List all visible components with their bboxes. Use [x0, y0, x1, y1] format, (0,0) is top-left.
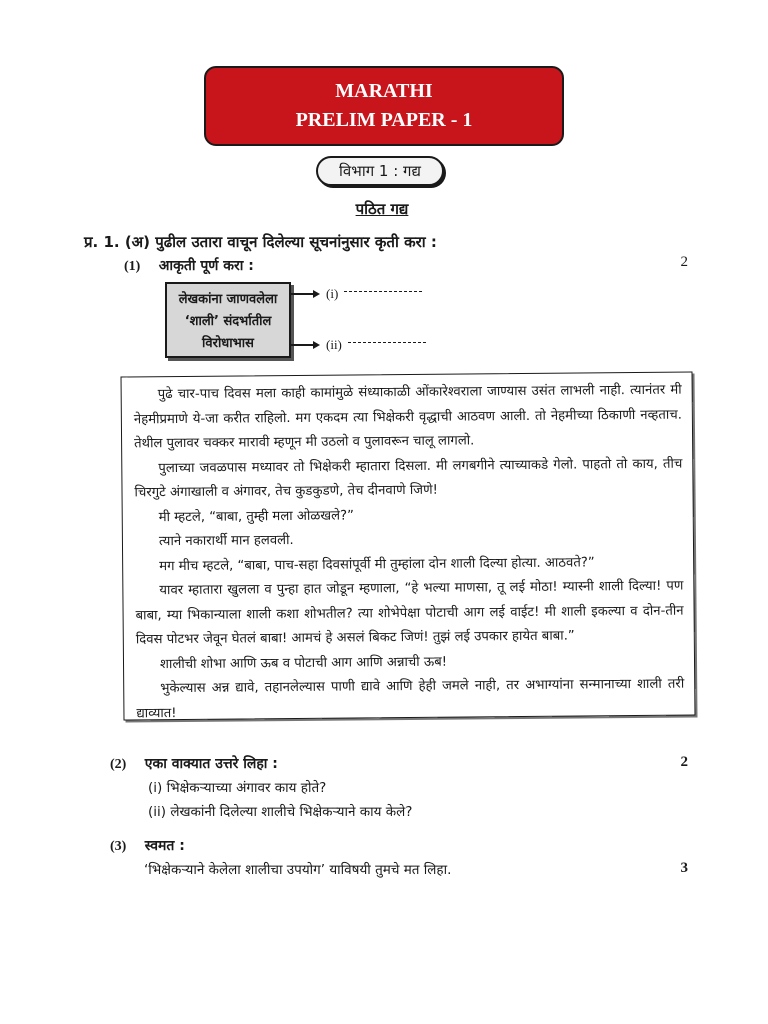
passage-paragraph: मी म्हटले, “बाबा, तुम्ही मला ओळखले?”	[158, 507, 354, 525]
branch-1-label: (i)	[326, 286, 339, 301]
passage-paragraph: पुलाच्या जवळपास मध्यावर तो भिक्षेकरी म्हातारा दिसला. मी लगबगीने त्याच्याकडे गेलो. पाहतो तो काय, तीच चिरगुटे अंगाखाली व अंगावर, तेच कुडकुडणे, तेच दीनवाणे जिणे!	[134, 456, 683, 501]
arrow-right-icon	[313, 290, 320, 298]
part1-instruction: आकृती पूर्ण करा :	[158, 258, 254, 274]
passage-paragraph: यावर म्हातारा खुलला व पुन्हा हात जोडून म्हणाला, “हे भल्या माणसा, तू लई मोठा! म्यास्नी शाली दिल्या! पण बाबा, म्या भिकान्याला शाली कशा शोभतील? त्या शोभेपेक्षा पोटाची आग लई वाईट! मी शाली इकल्या व दोन-तीन दिवस पोटभर जेवून घेतलं बाबा! आमचं हे असलं बिकट जिणं! तुझं लई उपकार हायेत बाबा.”	[135, 578, 684, 648]
part3-number: (3)	[110, 839, 127, 854]
part3-item: ‘भिक्षेकऱ्याने केलेला शालीचा उपयोग’ याविषयी तुमचे मत लिहा.	[144, 862, 452, 878]
section-subheading: पठित गद्य	[355, 200, 409, 218]
part1-marks: 2	[680, 254, 688, 270]
answer-blank	[344, 291, 422, 292]
passage-paragraph: पुढे चार-पाच दिवस मला काही कामांमुळे संध्याकाळी ओंकारेश्वराला जाण्यास उसंत लाभली नाही. त्यानंतर मी नेहमीप्रमाणे ये-जा करीत राहिलो. मग एकदम त्या भिक्षेकरी वृद्धाची आठवण आली. तो नेहमीच्या ठिकाणी नव्हताच. तेथील पुलावर चक्कर मारावी म्हणून मी उठलो व पुलावरून चालू लागलो.	[133, 382, 682, 452]
branch-1	[291, 286, 422, 302]
section-label: विभाग 1 : गद्य	[316, 156, 444, 186]
part2-instruction: एका वाक्यात उत्तरे लिहा :	[144, 756, 278, 772]
part3-row	[110, 836, 185, 855]
part2-marks: 2	[680, 754, 688, 770]
part2-row	[110, 754, 278, 773]
passage-paragraph: शालीची शोभा आणि ऊब व पोटाची आग आणि अन्नाची ऊब!	[159, 654, 448, 672]
concept-box	[165, 282, 291, 358]
paper-title-line1: MARATHI	[335, 80, 433, 102]
passage-paragraph: भुकेल्यास अन्न द्यावे, तहानलेल्यास पाणी द्यावे आणि हेही जमले नाही, तर अभाग्यांना सन्मानाच्या शाली तरी द्याव्यात!	[136, 676, 685, 721]
question-1-heading: प्र. 1. (अ) पुढील उतारा वाचून दिलेल्या सूचनांनुसार कृती करा :	[84, 233, 437, 251]
passage-paragraph: मग मीच म्हटले, “बाबा, पाच-सहा दिवसांपूर्वी मी तुम्हांला दोन शाली दिल्या होत्या. आठवते?”	[159, 554, 595, 574]
part3-instruction: स्वमत :	[144, 838, 185, 854]
passage-box	[121, 372, 696, 721]
part1-number: (1)	[124, 259, 141, 274]
concept-line-2: ‘शाली’ संदर्भातील	[184, 314, 272, 329]
passage-paragraph: त्याने नकारार्थी मान हलवली.	[158, 532, 294, 550]
branch-2	[291, 337, 426, 353]
arrow-right-icon	[313, 341, 320, 349]
concept-line-1: लेखकांना जाणवलेला	[178, 292, 278, 307]
paper-title-line2: PRELIM PAPER - 1	[295, 109, 473, 131]
paper-title-box	[204, 66, 564, 146]
part2-item-1: (i) भिक्षेकऱ्याच्या अंगावर काय होते?	[148, 780, 327, 796]
part2-number: (2)	[110, 757, 127, 772]
part1-row	[124, 256, 254, 275]
part3-marks: 3	[680, 860, 688, 876]
part2-item-2: (ii) लेखकांनी दिलेल्या शालीचे भिक्षेकऱ्याने काय केले?	[148, 804, 413, 820]
branch-2-label: (ii)	[326, 337, 342, 352]
concept-line-3: विरोधाभास	[202, 336, 254, 351]
answer-blank	[348, 342, 426, 343]
